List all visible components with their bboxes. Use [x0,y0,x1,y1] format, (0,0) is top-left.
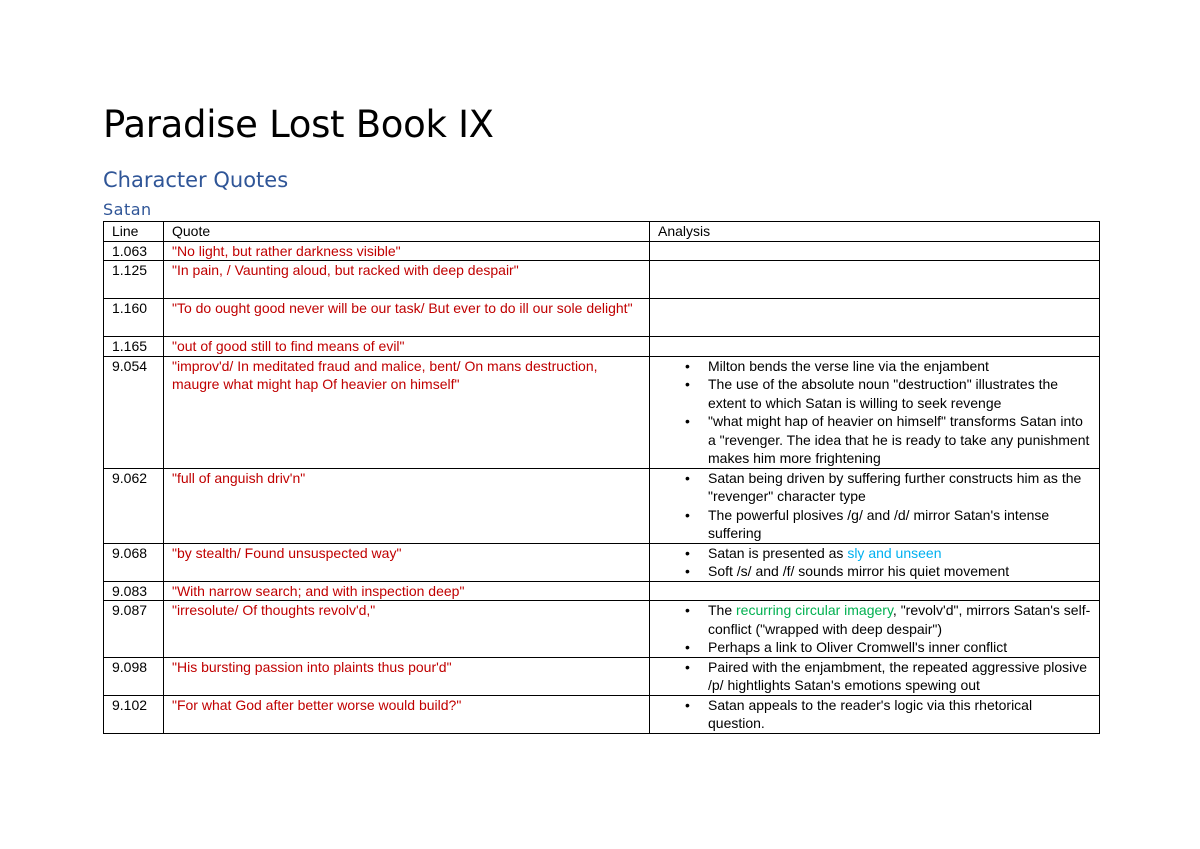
analysis-cell [650,468,1100,543]
analysis-point: • The use of the absolute noun "destruction" illustrates the extent to which Satan is willing to seek revenge [708,375,1091,412]
subsection-heading: Satan [103,200,152,219]
line-cell: 1.063 [104,241,164,261]
analysis-point [708,601,1091,638]
analysis-cell [650,241,1100,261]
table-header-row [104,222,1100,242]
table-row [104,356,1100,468]
analysis-cell [650,337,1100,357]
analysis-cell [650,657,1100,695]
table-row [104,695,1100,733]
table-row [104,261,1100,299]
analysis-text: Satan is presented as [708,544,848,561]
analysis-cell [650,543,1100,581]
table-row [104,581,1100,601]
line-cell: 9.083 [104,581,164,601]
quote-cell: "In pain, / Vaunting aloud, but racked with deep despair" [164,261,650,299]
quote-cell: "To do ought good never will be our task/ But ever to do ill our sole delight" [164,299,650,337]
quote-cell: "irresolute/ Of thoughts revolv'd," [164,601,650,658]
quote-cell: "improv'd/ In meditated fraud and malice, bent/ On mans destruction, maugre what might hap Of heavier on himself" [164,356,650,468]
quote-cell: "His bursting passion into plaints thus pour'd" [164,657,650,695]
line-cell: 9.102 [104,695,164,733]
line-cell: 9.068 [104,543,164,581]
table-row [104,601,1100,658]
header-analysis: Analysis [650,222,1100,242]
quote-cell: "No light, but rather darkness visible" [164,241,650,261]
analysis-cell [650,601,1100,658]
header-quote: Quote [164,222,650,242]
analysis-cell [650,299,1100,337]
analysis-list [658,601,1091,657]
line-cell: 1.125 [104,261,164,299]
analysis-point: • Milton bends the verse line via the enjambent [708,357,1091,376]
quote-cell: "by stealth/ Found unsuspected way" [164,543,650,581]
analysis-point: • The powerful plosives /g/ and /d/ mirror Satan's intense suffering [708,506,1091,543]
analysis-list [658,658,1091,695]
quotes-table [103,221,1100,734]
analysis-point: • Satan being driven by suffering further constructs him as the "revenger" character type [708,469,1091,506]
section-heading: Character Quotes [103,168,289,192]
analysis-cell [650,581,1100,601]
analysis-point: • Satan appeals to the reader's logic via this rhetorical question. [708,696,1091,733]
line-cell: 9.098 [104,657,164,695]
table-row [104,299,1100,337]
analysis-list [658,357,1091,468]
analysis-cell [650,261,1100,299]
analysis-cell [650,356,1100,468]
line-cell: 1.165 [104,337,164,357]
analysis-point: • Paired with the enjambment, the repeated aggressive plosive /p/ hightlights Satan's emotions spewing out [708,658,1091,695]
highlighted-phrase: recurring circular imagery [736,602,893,618]
line-cell: 9.054 [104,356,164,468]
analysis-text: The [708,602,737,618]
analysis-cell [650,695,1100,733]
header-line: Line [104,222,164,242]
analysis-list [658,696,1091,733]
table-row [104,241,1100,261]
highlighted-phrase: sly and unseen [847,544,942,561]
quote-cell: "out of good still to find means of evil" [164,337,650,357]
line-cell: 1.160 [104,299,164,337]
quote-cell: "With narrow search; and with inspection deep" [164,581,650,601]
analysis-list [658,544,1091,581]
table-row [104,337,1100,357]
line-cell: 9.062 [104,468,164,543]
quote-cell: "full of anguish driv'n" [164,468,650,543]
line-cell: 9.087 [104,601,164,658]
analysis-list [658,469,1091,543]
document-title: Paradise Lost Book IX [103,103,494,146]
table-row [104,657,1100,695]
analysis-point: • "what might hap of heavier on himself" transforms Satan into a "revenger. The idea that he is ready to take any punishment makes him more frightening [708,412,1091,468]
analysis-point [708,544,1091,563]
analysis-point: • Perhaps a link to Oliver Cromwell's inner conflict [708,638,1091,657]
analysis-point: • Soft /s/ and /f/ sounds mirror his quiet movement [708,562,1091,581]
table-row [104,543,1100,581]
analysis-text: , "revolv'd", mirrors Satan's self-conflict ("wrapped with deep despair") [708,602,1091,637]
table-row [104,468,1100,543]
quote-cell: "For what God after better worse would build?" [164,695,650,733]
